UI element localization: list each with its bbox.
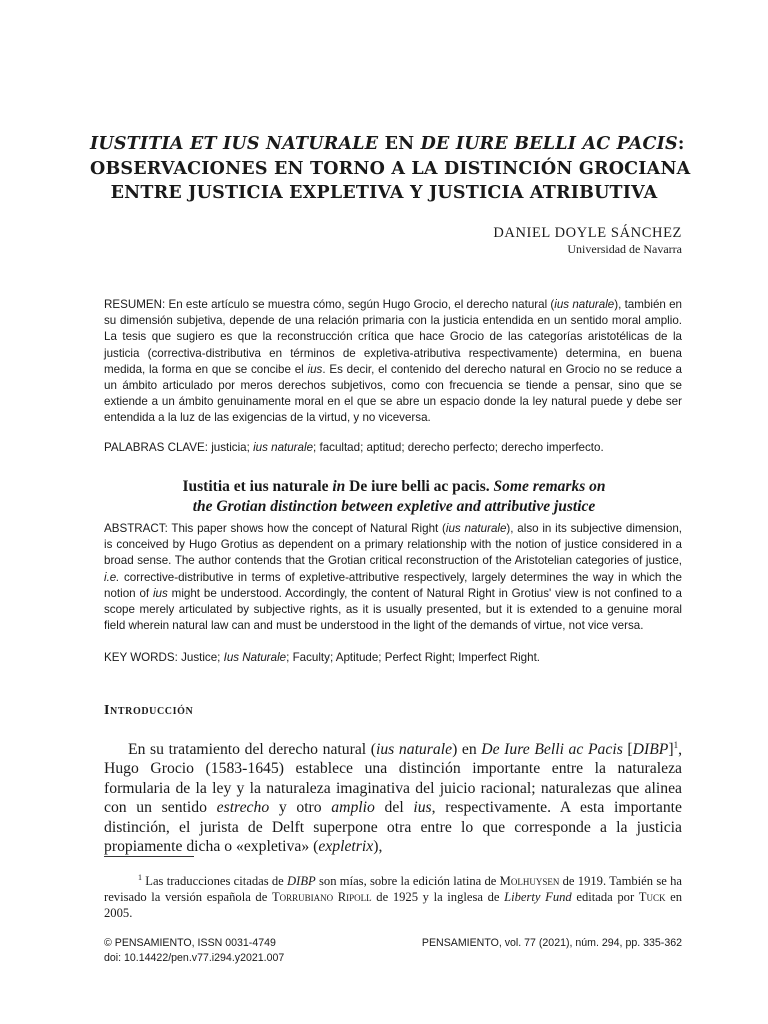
footnote-divider xyxy=(104,856,194,857)
article-title xyxy=(90,132,691,206)
english-title xyxy=(110,477,678,517)
key-words-label: KEY WORDS xyxy=(104,651,175,664)
title-line-2: OBSERVACIONES EN TORNO A LA DISTINCIÓN GROCIANA xyxy=(90,158,691,179)
footnote: $^1$ Las traducciones citadas de DIBP son mías, sobre la edición latina de Molhuysen de 1919. También se ha revisado la versión española de Torrubiano Ripoll de 1925 y la inglesa de Liberty Fund editada por Tuck en 2005. xyxy=(104,872,683,920)
journal-citation: PENSAMIENTO, vol. 77 (2021), núm. 294, pp. 335-362 xyxy=(421,937,682,949)
author-name: DANIEL DOYLE SÁNCHEZ xyxy=(493,225,682,241)
resumen-paragraph: RESUMEN: En este artículo se muestra cómo, según Hugo Grocio, el derecho natural (ius naturale), también en su dimensión subjetiva, depende de una relación primaria con la justicia entendida en un sentido moral amplio. La tesis que sugiero es que la reconstrucción crítica que hace Grocio de las categorías aristotélicas de la justicia (correctiva-distributiva en términos de expletiva-atributiva respectivamente) determina, en buena medida, la forma en que se concibe el ius. Es decir, el contenido del derecho natural en Grocio no se reduce a un ámbito articulado por meros derechos subjetivos, como con frecuencia se tiende a pensar, sino que se extiende a un ámbito genuinamente moral en el que se abre un espacio donde la ley natural puede y debe ser entendida a la luz de las exigencias de la virtud, y no viceversa. xyxy=(104,298,682,425)
title-line-1: IUSTITIA ET IUS NATURALE EN DE IURE BELLI AC PACIS: xyxy=(90,134,685,154)
section-heading: Introducción xyxy=(104,703,194,718)
key-words: KEY WORDS: Justice; Ius Naturale; Faculty; Aptitude; Perfect Right; Imperfect Right. xyxy=(104,651,541,664)
abstract-paragraph: ABSTRACT: This paper shows how the concept of Natural Right (ius naturale), also in its subjective dimension, is conceived by Hugo Grotius as dependent on a primary relationship with the notion of justice considered in a broad sense. The author contends that the Grotian critical reconstruction of the Aristotelian categories of justice, i.e. corrective-distributive in terms of expletive-attributive respectively, largely determines the way in which the notion of ius might be understood. Accordingly, the content of Natural Right in Grotius' view is not confined to a scope merely articulated by subjective rights, as it is usually presented, but it is extended to a genuine moral field wherein natural law can and must be understood in the light of the demands of virtue, not vice versa. xyxy=(104,522,683,633)
resumen-label: RESUMEN xyxy=(104,298,162,311)
author-affiliation: Universidad de Navarra xyxy=(567,242,682,256)
copyright-issn: © PENSAMIENTO, ISSN 0031-4749 xyxy=(104,937,276,949)
english-title-line-2: the Grotian distinction between expletive and attributive justice xyxy=(192,498,596,515)
title-line-3: ENTRE JUSTICIA EXPLETIVA Y JUSTICIA ATRIBUTIVA xyxy=(110,183,658,203)
doi-link[interactable]: doi: 10.14422/pen.v77.i294.y2021.007 xyxy=(104,952,285,964)
footnote-number: 1 xyxy=(138,872,142,882)
abstract-label: ABSTRACT xyxy=(104,522,165,535)
footnote-reference[interactable]: 1 xyxy=(673,739,679,750)
english-title-line-1: Iustitia et ius naturale in De iure belli ac pacis. Some remarks on xyxy=(182,478,606,495)
palabras-clave: PALABRAS CLAVE: justicia; ius naturale; facultad; aptitud; derecho perfecto; derecho imperfecto. xyxy=(104,441,604,454)
page-footer-left xyxy=(104,936,284,966)
palabras-clave-label: PALABRAS CLAVE xyxy=(104,441,205,454)
body-paragraph: En su tratamiento del derecho natural (ius naturale) en De Iure Belli ac Pacis [DIBP]$^1$, Hugo Grocio (1583-1645) establece una distinción importante entre la naturaleza formularia de la ley y la naturaleza imaginativa del juicio racional; naturalezas que alinea con un sentido estrecho y otro amplio del ius, respectivamente. A esta importante distinción, el jurista de Delft superpone otra entre lo que corresponde a la justicia propiamente dicha o «expletiva» (expletrix), xyxy=(104,739,683,856)
